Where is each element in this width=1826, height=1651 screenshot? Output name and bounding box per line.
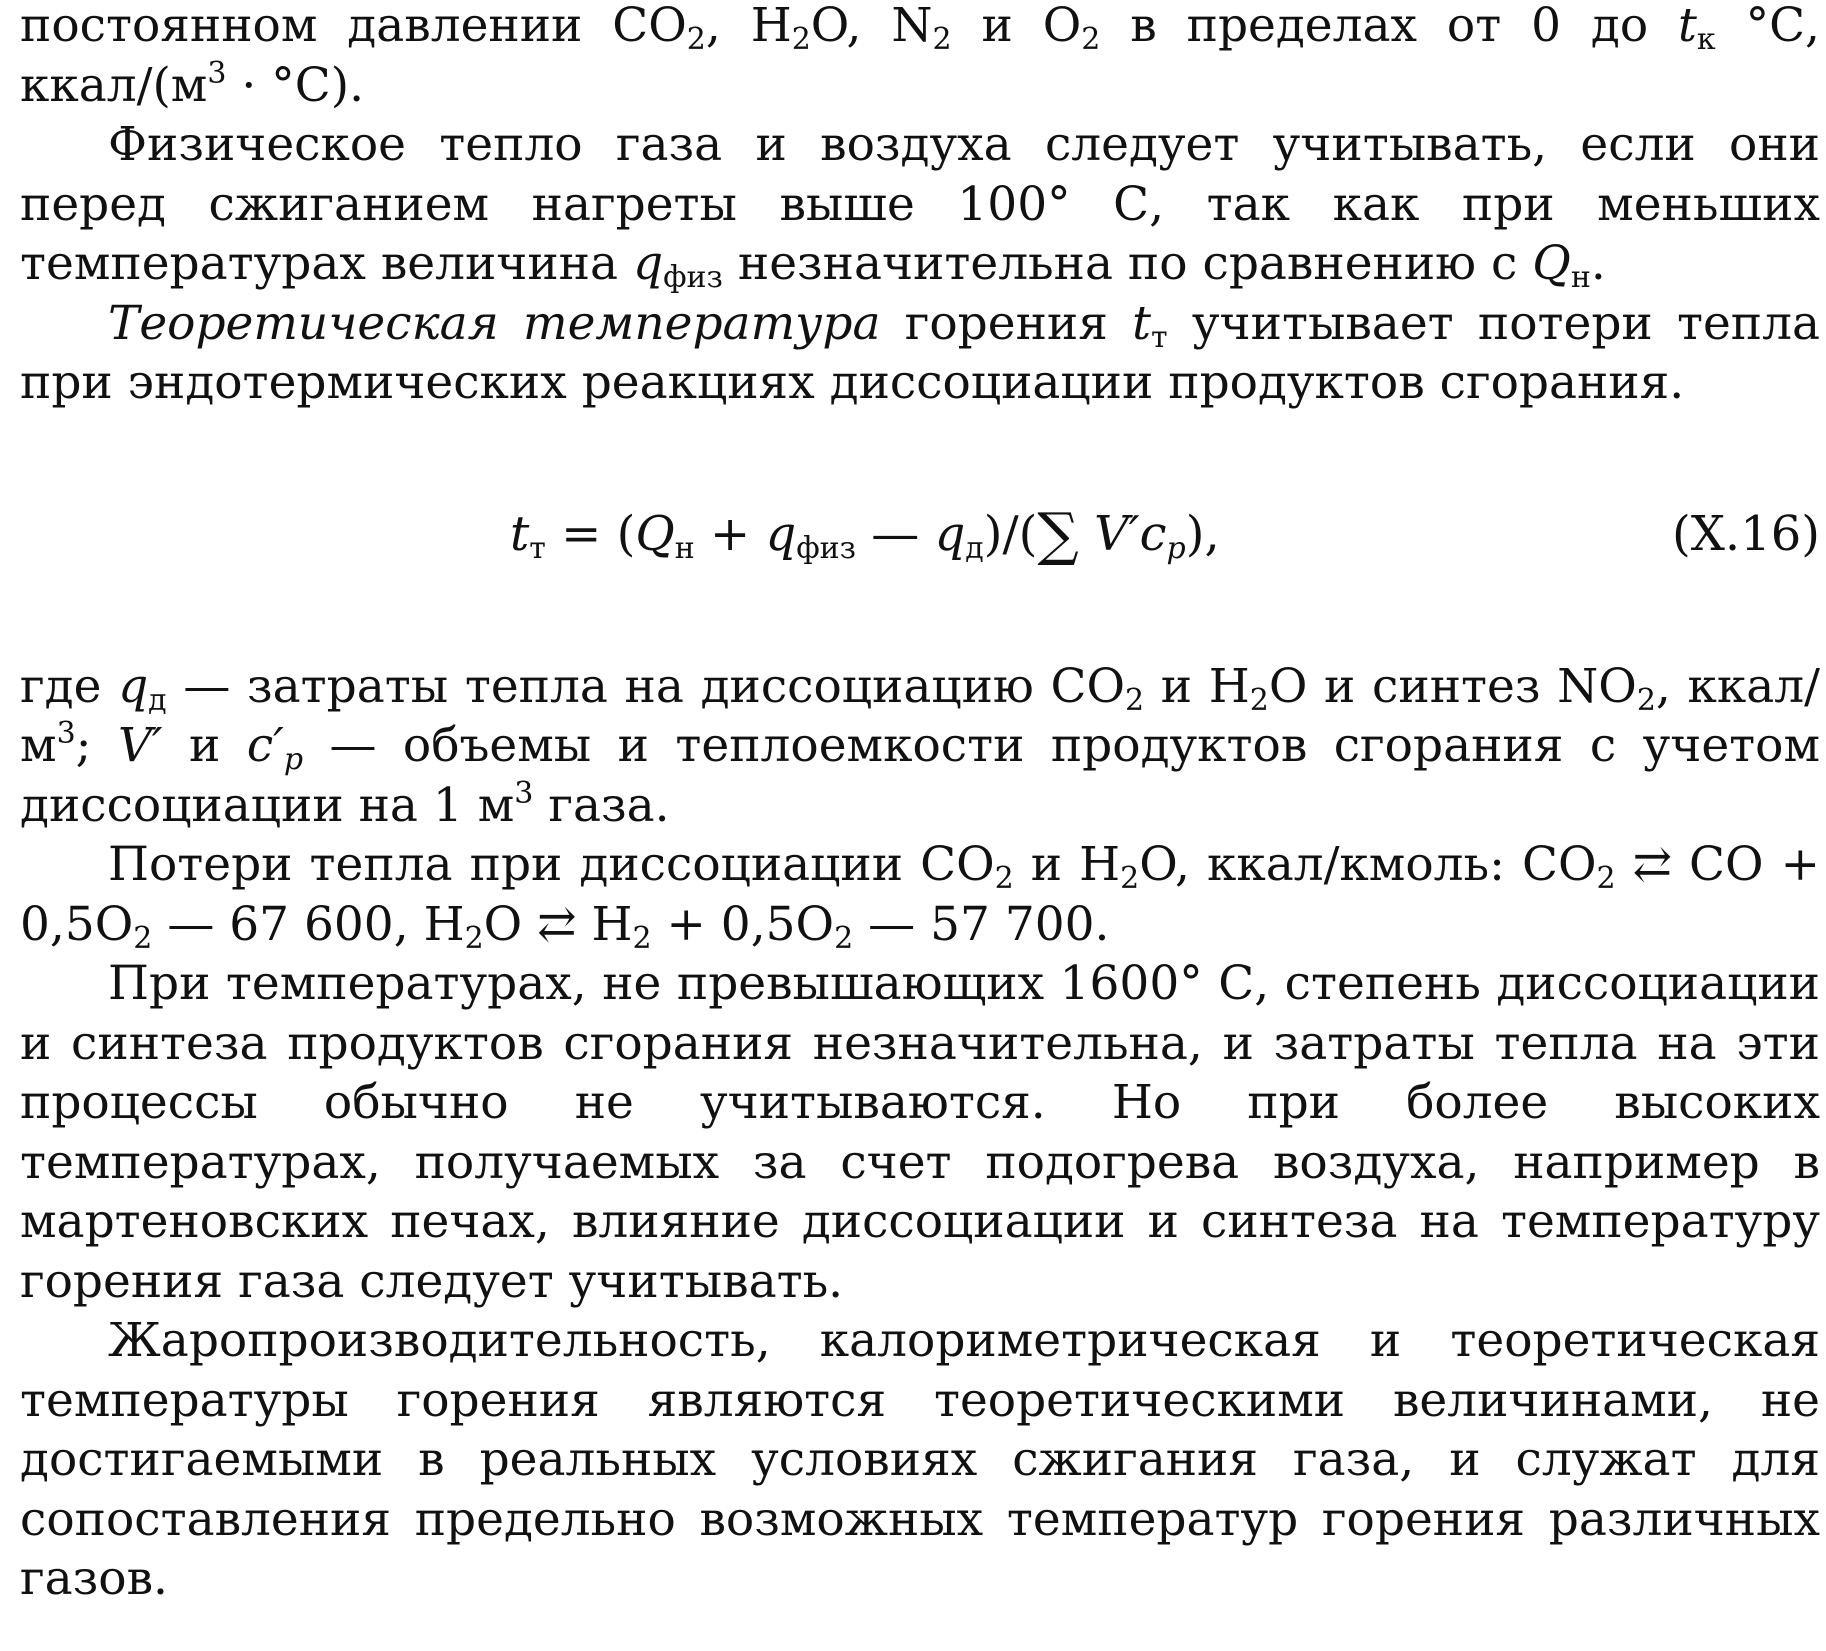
paragraph-heat-capacity-tail xyxy=(20,0,1820,115)
text-run: постоянном давлении CO xyxy=(20,0,687,53)
math-variable: q xyxy=(118,658,149,714)
math-variable: q xyxy=(934,505,966,562)
math-variable: t xyxy=(1132,295,1152,351)
text-run: , H xyxy=(705,0,792,53)
paragraph-where-definitions xyxy=(20,657,1820,836)
math-variable: V′c xyxy=(1078,505,1167,562)
text-run: При температурах, не превышающих 1600° С, степень диссоциации и синтеза продуктов сгорания незначительна, и затраты тепла на эти процессы обычно не учитываются. Но при более высоких температурах, получаемых за счет подогрева воздуха, например в мартеновских печах, влияние диссоциации и синтеза на температуру горения газа следует учитывать. xyxy=(20,956,1820,1309)
text-run: — xyxy=(856,505,935,562)
text-run: — объемы и теплоемкости продуктов сгорания с учетом диссоциации на 1 м xyxy=(20,718,1821,833)
subscript: физ xyxy=(796,530,857,566)
formula xyxy=(510,499,1220,568)
text-run: O, N xyxy=(810,0,933,53)
subscript: н xyxy=(674,530,695,566)
superscript: 3 xyxy=(207,55,227,91)
text-run: Жаропроизводительность, калориметрическая и теоретическая температуры горения являются теоретическими величинами, не достигаемыми в реальных условиях сжигания газа, и служат для сопоставления предельно возможных температур горения различных газов. xyxy=(20,1313,1820,1606)
subscript: к xyxy=(1696,22,1716,57)
text-run: ; xyxy=(75,718,118,773)
subscript: 2 xyxy=(1596,861,1616,896)
subscript: 2 xyxy=(1081,22,1101,57)
text-run: · °С). xyxy=(226,57,365,113)
text-run: O, ккал/кмоль: CO xyxy=(1139,837,1597,892)
paragraph-high-temperatures xyxy=(20,954,1820,1311)
subscript: 2 xyxy=(1249,682,1269,718)
subscript: 2 xyxy=(133,920,153,956)
subscript: т xyxy=(529,530,546,566)
document-page xyxy=(20,0,1820,1609)
text-run: + 0,5O xyxy=(651,896,835,952)
sum-symbol: ∑ xyxy=(1037,499,1079,568)
text-run: горения xyxy=(880,295,1133,351)
math-variable: t xyxy=(1678,0,1697,53)
subscript: д xyxy=(965,530,984,566)
subscript: физ xyxy=(663,260,723,295)
math-variable: V′ xyxy=(117,718,163,773)
text-run: газа. xyxy=(533,777,670,833)
paragraph-physical-heat xyxy=(20,115,1820,294)
math-variable: q xyxy=(765,505,797,562)
subscript: 2 xyxy=(834,920,854,956)
math-variable: q xyxy=(632,236,664,291)
text-run: = ( xyxy=(545,505,636,562)
text-run: — затраты тепла на диссоциацию CO xyxy=(166,658,1125,714)
subscript: т xyxy=(1151,319,1168,355)
text-run: Физическое тепло газа и воздуха следует учитывать, если они перед сжиганием нагреты выше 100° С, так как при меньших температурах величина xyxy=(20,117,1820,291)
text-run: учитывает потери тепла при эндотермических реакциях диссоциации продуктов сгорания. xyxy=(20,295,1821,410)
subscript: 2 xyxy=(464,920,484,956)
text-run: — 57 700. xyxy=(853,896,1110,952)
subscript: 2 xyxy=(1636,682,1656,718)
term-italic: Теоретическая температура xyxy=(108,295,881,351)
subscript: 2 xyxy=(1124,682,1145,718)
equation-number: (X.16) xyxy=(1672,505,1820,562)
math-variable: t xyxy=(510,505,530,562)
subscript: p xyxy=(1166,530,1186,566)
subscript: н xyxy=(1570,260,1591,295)
text-run: + xyxy=(694,505,766,562)
text-run: °С, ккал/(м xyxy=(20,0,1820,113)
text-run: . xyxy=(1590,236,1606,291)
superscript: 3 xyxy=(56,716,76,751)
text-run: — 67 600, H xyxy=(152,896,465,952)
subscript: 2 xyxy=(791,22,811,57)
text-run: O ⇄ H xyxy=(483,896,633,952)
text-run: Потери тепла при диссоциации CO xyxy=(108,837,995,892)
text-run: ), xyxy=(1185,505,1220,562)
subscript: 2 xyxy=(632,920,652,956)
math-variable: c′ xyxy=(246,718,284,773)
subscript: p xyxy=(283,742,304,777)
math-variable: Q xyxy=(1532,236,1571,291)
paragraph-dissociation-losses xyxy=(20,835,1820,954)
text-run: и xyxy=(162,718,247,773)
text-run: и O xyxy=(951,0,1082,53)
text-run: )/( xyxy=(983,505,1038,562)
text-run: , ккал/м xyxy=(20,658,1820,773)
text-run: и H xyxy=(1013,837,1121,892)
equation-x16 xyxy=(20,499,1820,568)
subscript: 2 xyxy=(932,22,952,57)
superscript: 3 xyxy=(514,775,534,811)
subscript: 2 xyxy=(1120,861,1140,896)
paragraph-theoretical-temperature xyxy=(20,294,1820,413)
text-run: O и синтез NO xyxy=(1268,658,1637,714)
text-run: в пределах от 0 до xyxy=(1100,0,1679,53)
paragraph-conclusion xyxy=(20,1311,1820,1609)
text-run: где xyxy=(20,658,119,714)
text-run: и H xyxy=(1144,658,1250,714)
text-run: ⇄ CO + 0,5O xyxy=(20,837,1820,952)
subscript: 2 xyxy=(994,861,1014,896)
subscript: д xyxy=(148,682,167,718)
math-variable: Q xyxy=(635,505,675,562)
subscript: 2 xyxy=(686,22,706,57)
text-run: незначительна по сравнению с xyxy=(722,236,1533,291)
